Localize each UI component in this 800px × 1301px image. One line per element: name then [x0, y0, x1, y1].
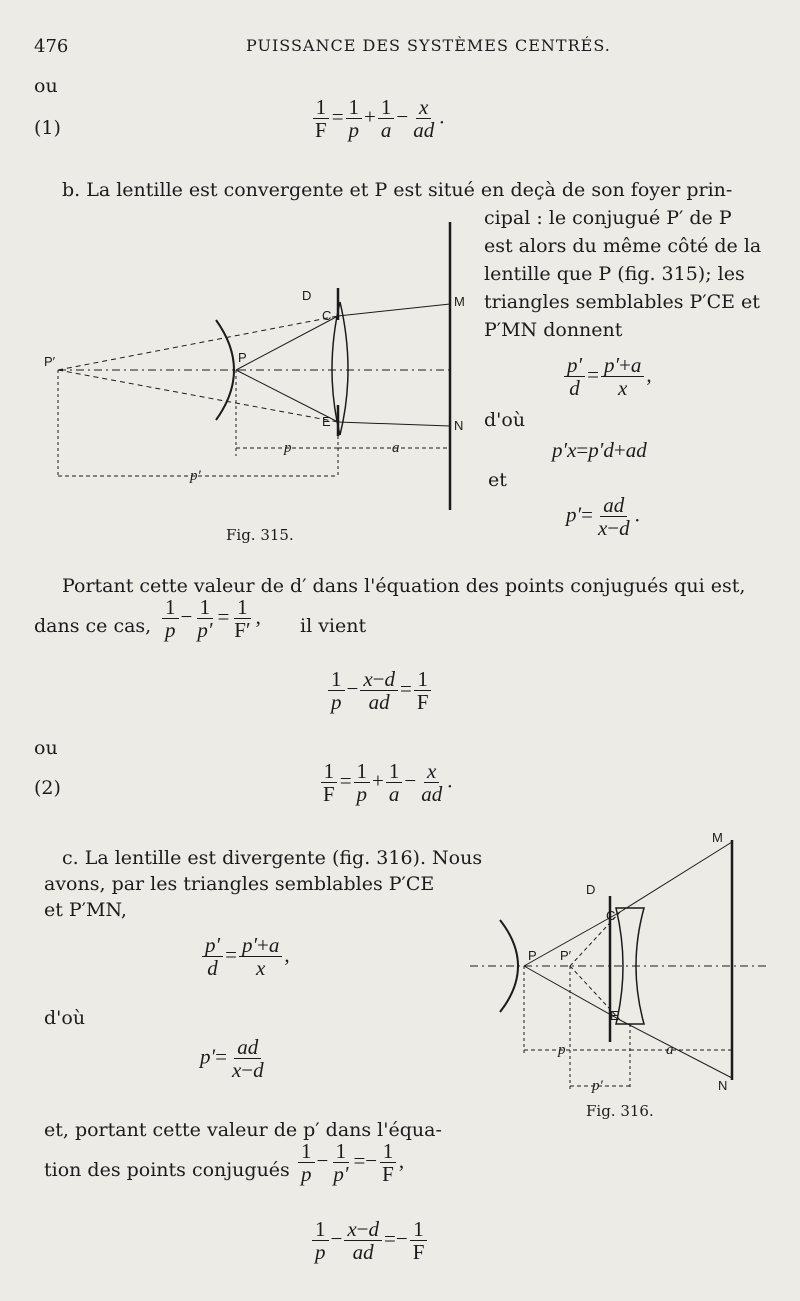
fig315-label-pprime-distance: p′ [190, 468, 201, 484]
fig315-label-d: D [302, 288, 312, 303]
word-et-b: et [488, 469, 507, 491]
equation-label-1: (1) [34, 117, 61, 139]
fig315-label-c: C [322, 308, 332, 323]
fig316-label-p-distance: p [558, 1042, 566, 1058]
page-number: 476 [34, 36, 69, 57]
figure-315 [40, 220, 480, 520]
section-b-line-6: P′MN donnent [484, 319, 623, 341]
section-c-line-1: c. La lentille est divergente (fig. 316). Nous [62, 847, 483, 869]
fig315-label-pprime: P′ [44, 354, 56, 369]
equation-c-ratio: $\frac{p'}{d}$ = $\frac{p'+a}{x}$ , [200, 934, 290, 979]
fig316-label-m: M [712, 830, 723, 845]
fig316-label-e: E [610, 1008, 619, 1023]
equation-b-product: p′x=p′d+ad [552, 438, 647, 462]
fig316-label-n: N [718, 1078, 728, 1093]
section-b-line-4: lentille que P (fig. 315); les [484, 263, 745, 285]
fig316-label-d: D [586, 882, 596, 897]
fig316-label-p: P [528, 948, 537, 963]
section-c-final-line-2: tion des points conjugués [44, 1159, 290, 1181]
equation-label-2: (2) [34, 777, 61, 799]
equation-b-ratio: $\frac{p'}{d}$ = $\frac{p'+a}{x}$ , [562, 354, 652, 399]
fig316-caption: Fig. 316. [586, 1102, 654, 1120]
fig316-label-a-distance: a [666, 1042, 674, 1058]
section-b-line-1: b. La lentille est convergente et P est situé en deçà de son foyer prin- [62, 179, 733, 201]
equation-final: $\frac{1}{p}$ − $\frac{x-d}{ad}$ =− $\frac{1}{F}$ [310, 1218, 429, 1263]
portant-line-1: Portant cette valeur de d′ dans l'équation des points conjugués qui est, [62, 575, 746, 597]
word-dou-b: d'où [484, 409, 526, 431]
figure-316 [470, 828, 780, 1098]
fig315-caption: Fig. 315. [226, 526, 294, 544]
fig316-label-c: C [606, 908, 616, 923]
fig315-label-n: N [454, 418, 464, 433]
fig315-label-a-distance: a [392, 440, 400, 456]
section-b-line-2: cipal : le conjugué P′ de P [484, 207, 732, 229]
fig315-label-p-distance: p [284, 440, 292, 456]
word-ou-1: ou [34, 75, 58, 97]
section-c-final-line-1: et, portant cette valeur de p′ dans l'équa- [44, 1119, 442, 1141]
section-b-line-3: est alors du même côté de la [484, 235, 762, 257]
equation-b-pprime: p′= $\frac{ad}{x-d}$ . [566, 493, 640, 540]
portant-line-2-suffix: il vient [300, 615, 367, 637]
fig315-label-m: M [454, 294, 465, 309]
equation-vient: $\frac{1}{p}$ − $\frac{x-d}{ad}$ = $\frac{1}{F}$ [326, 668, 434, 713]
fig316-label-pprime-distance: p′ [592, 1078, 603, 1094]
equation-conjugate-points-c: $\frac{1}{p}$ − $\frac{1}{p'}$ =− $\frac{1}{F}$ , [296, 1140, 404, 1185]
fig315-label-p: P [238, 350, 247, 365]
running-title: PUISSANCE DES SYSTÈMES CENTRÉS. [246, 36, 611, 55]
section-c-line-3: et P′MN, [44, 899, 127, 921]
section-c-line-2: avons, par les triangles semblables P′CE [44, 873, 435, 895]
equation-conjugate-points-b: $\frac{1}{p}$ − $\frac{1}{p'}$ = $\frac{1}{F'}$ , [160, 596, 261, 641]
fig315-label-e: E [322, 414, 331, 429]
equation-1: $\frac{1}{F}$ = $\frac{1}{p}$ + $\frac{1}{a}$ − $\frac{x}{ad}$ . [310, 96, 444, 141]
word-ou-2: ou [34, 737, 58, 759]
portant-line-2-prefix: dans ce cas, [34, 615, 152, 637]
word-dou-c: d'où [44, 1007, 86, 1029]
equation-2: $\frac{1}{F}$ = $\frac{1}{p}$ + $\frac{1}{a}$ − $\frac{x}{ad}$ . [318, 760, 452, 805]
equation-c-pprime: p′= $\frac{ad}{x-d}$ [200, 1035, 264, 1082]
fig316-label-pprime: P′ [560, 948, 572, 963]
section-b-line-5: triangles semblables P′CE et [484, 291, 760, 313]
